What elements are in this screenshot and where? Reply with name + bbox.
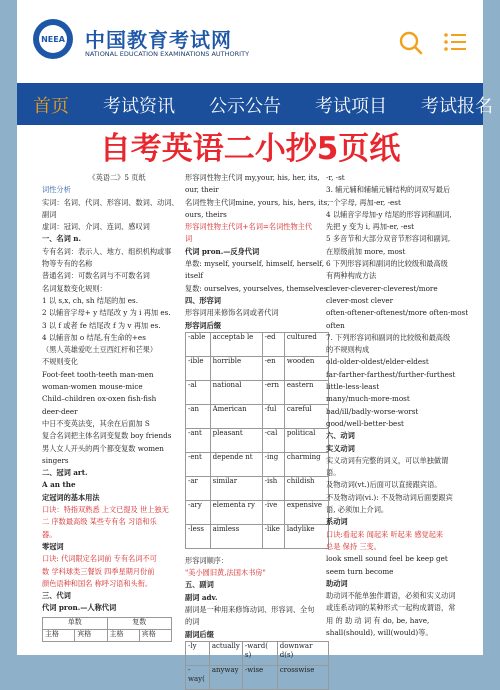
note-line: 一个字母, 再加-er, -est [326, 197, 401, 207]
table-cell: ladylike [284, 524, 328, 548]
table-cell: crosswise [277, 665, 328, 689]
note-line: 在原级前加 more, most [326, 246, 406, 256]
table-cell: horrible [210, 356, 262, 380]
note-line: 口诀: 代词限定名词前 专有名词不可 [42, 554, 157, 564]
note-line: "美小圆旧黄,法国木书房" [185, 568, 266, 578]
note-line: clever-cleverer-cleverest/more [326, 283, 438, 293]
note-line: 6 下列形容词和副词的比较级和最高级 [326, 259, 448, 269]
table-cell: actually [209, 641, 242, 665]
note-line: clever-most clever [326, 295, 394, 305]
nav-item-home[interactable]: 首页 [33, 96, 69, 117]
section-heading: 六、动词 [326, 431, 355, 441]
note-line: 助动词 [326, 578, 348, 588]
note-line: 复合名词把主体名词变复数 boy friends [42, 431, 172, 441]
note-line: 语, 必须加上介词。 [326, 505, 389, 515]
note-line: woman-women mouse-mice [42, 382, 143, 392]
note-line: 定冠词的基本用法 [42, 492, 100, 502]
table-cell: -an [186, 404, 211, 428]
table-cell: -wise [242, 665, 277, 689]
section-heading: 四、形容词 [185, 295, 221, 305]
table-cell: -way( [186, 665, 210, 689]
nav-item-news[interactable]: 考试资讯 [103, 96, 175, 117]
nav-item-announcements[interactable]: 公示公告 [209, 96, 281, 117]
note-line: far-farther-farthest/further-furthest [326, 369, 456, 379]
table-cell: -ent [186, 452, 211, 476]
note-line: our, their [185, 185, 219, 195]
note-line: 词性分析 [42, 185, 71, 195]
note-line: 的词 [185, 617, 200, 627]
note-line: 不及物动词(vi.): 不及物动词后面要跟宾 [326, 492, 453, 502]
note-line: 副词后缀 [185, 629, 214, 639]
table-cell: national [210, 380, 262, 404]
section-heading: 二、冠词 art. [42, 468, 88, 478]
adverb-suffix-table [185, 641, 329, 690]
table-cell: cultured [284, 332, 328, 356]
table-cell: political [284, 428, 328, 452]
note-line: Child–children ox-oxen fish-fish [42, 394, 157, 404]
table-cell: -ible [186, 356, 211, 380]
note-line: 零冠词 [42, 541, 64, 551]
note-line: deer-deer [42, 406, 78, 416]
note-line: 的不规则构成 [326, 345, 370, 355]
note-line: 实义动词 [326, 443, 355, 453]
note-line: ours, theirs [185, 209, 227, 219]
note-line: 形容词用来修饰名词或者代词 [185, 308, 279, 318]
table-cell: -able [186, 332, 211, 356]
note-line: 及物动词(vt.)后面可以直接跟宾语。 [326, 480, 442, 490]
note-line: 语。 [326, 468, 341, 478]
note-line: 7. 下列形容词和副词的比较级和最高级 [326, 332, 451, 342]
note-line: 副词是一种用来修饰动词、形容词、全句 [185, 605, 315, 615]
note-line: 中日不变英法变，其余在后面加 S [42, 418, 150, 428]
table-cell: -ward( s) [242, 641, 277, 665]
note-line: 形容词后缀 [185, 320, 221, 330]
site-name[interactable]: 中国教育考试网 [85, 28, 232, 52]
note-line: 形容词性物主代词+名词=名词性物主代 [185, 222, 313, 232]
note-line: 有两种构成方法 [326, 271, 377, 281]
note-line: 数 学科球类三餐饭 四季星期月份前 [42, 566, 155, 576]
note-line: 名词性物主代词mine, yours, his, hers, its, [185, 197, 330, 207]
notes-column-2 [185, 172, 333, 690]
note-line: 3. 辅元辅和辅辅元辅结构的词双写最后 [326, 185, 451, 195]
note-line: often [326, 320, 345, 330]
note-line: 实义动词有完整的词义，可以单独做谓 [326, 455, 449, 465]
notes-column-1 [42, 172, 192, 642]
table-cell: -less [186, 524, 211, 548]
table-cell: -ish [262, 476, 284, 500]
search-icon[interactable] [398, 30, 424, 56]
page-card [17, 0, 493, 683]
note-line: 1 以 s,x, ch, sh 结尾的加 es. [42, 295, 139, 305]
note-line: 总是 保持 三变。 [326, 541, 381, 551]
note-line: 副词 [42, 209, 57, 219]
note-line: 形容词顺序： [185, 555, 229, 565]
table-cell: wooden [284, 356, 328, 380]
note-line: 4 以辅音加 o 结尾,有生命的+es [42, 332, 146, 342]
note-line: singers [42, 455, 69, 465]
note-line: 不规则变化 [42, 357, 78, 367]
note-line: 器。 [42, 529, 57, 539]
table-cell: similar [210, 476, 262, 500]
note-line: 颜色语种和国名 称呼习语和头衔。 [42, 578, 153, 588]
note-line: -r, -st [326, 173, 345, 182]
table-cell: -ern [262, 380, 284, 404]
nav-item-registration[interactable]: 考试报名 [421, 96, 493, 117]
note-line: 虚词：冠词、介词、连词、感叹词 [42, 222, 150, 232]
note-line: 副词 adv. [185, 592, 218, 602]
note-line: 5 多音节和大部分双音节形容词和副词, [326, 234, 451, 244]
notes-column-3 [326, 172, 476, 639]
note-line: 复数: ourselves, yourselves, themselves [185, 283, 328, 293]
table-cell: childish [284, 476, 328, 500]
table-cell: acceptab le [210, 332, 262, 356]
menu-icon[interactable] [443, 32, 467, 52]
table-cell: -ing [262, 452, 284, 476]
section-heading: 一、名词 n. [42, 234, 81, 244]
table-cell: -ive [262, 500, 284, 524]
note-line: often-oftener-oftenest/more often-most [326, 308, 469, 318]
table-cell: aimless [210, 524, 262, 548]
table-cell: 主格 [43, 629, 75, 641]
site-header [17, 0, 483, 76]
neea-logo-icon[interactable] [31, 17, 75, 61]
note-line: 男人女人开头的两个都变复数 women [42, 443, 164, 453]
note-line: old-older-oldest/elder-eldest [326, 357, 429, 367]
note-line: （黑人英雄爱吃土豆西红杆和芒果） [42, 345, 158, 355]
note-line: good/well-better-best [326, 418, 404, 428]
note-line: 用 的 助 动 词 有 do, be, have, [326, 615, 430, 625]
note-line: A an the [42, 480, 76, 490]
table-cell: -cal [262, 428, 284, 452]
note-line: 2 以辅音字母+ y 结尾改 y 为 i 再加 es. [42, 308, 171, 318]
table-cell: -ary [186, 500, 211, 524]
logo-text: NEEA [41, 35, 65, 44]
table-cell: 宾格 [139, 629, 171, 641]
note-line: seem turn become [326, 566, 394, 576]
note-line: 实词：名词、代词、形容词、数词、动词、 [42, 197, 179, 207]
note-line: 二 序数最高级 某些专有名 习语和乐 [42, 517, 157, 527]
table-cell: -en [262, 356, 284, 380]
section-heading: 五、副词 [185, 580, 214, 590]
note-line: 专有名词：表示人、地方、组织机构或事 [42, 246, 172, 256]
section-heading: 三、代词 [42, 591, 71, 601]
note-line: 形容词性物主代词 my,your, his, her, its, [185, 173, 320, 182]
table-cell: American [210, 404, 262, 428]
table-cell: depende nt [210, 452, 262, 476]
note-line: 3 以 f 或者 fe 结尾改 f 为 v 再加 es. [42, 320, 161, 330]
note-line: 词 [185, 234, 193, 244]
doc-title: 《英语二》5 页纸 [88, 173, 146, 182]
table-cell: -ed [262, 332, 284, 356]
table-cell: pleasant [210, 428, 262, 452]
note-line: shall(should), will(would)等。 [326, 627, 433, 637]
note-line: little-less-least [326, 382, 380, 392]
table-cell: careful [284, 404, 328, 428]
note-line: itself [185, 271, 204, 281]
table-cell: eastern [284, 380, 328, 404]
adjective-suffix-table [185, 332, 329, 549]
table-cell: -ar [186, 476, 211, 500]
note-line: bad/ill/badly-worse-worst [326, 406, 419, 416]
table-cell: -al [186, 380, 211, 404]
page-headline: 自考英语二小抄5页纸 [99, 131, 401, 167]
note-line: 4 以辅音字母加-y 结尾的形容词和副词, [326, 209, 452, 219]
table-cell: -ly [186, 641, 210, 665]
table-cell: charming [284, 452, 328, 476]
nav-item-exams[interactable]: 考试项目 [315, 96, 387, 117]
table-cell: -ful [262, 404, 284, 428]
note-line: 名词复数变化规则： [42, 283, 107, 293]
note-line: 口诀:看起来 闻起来 听起来 感觉起来 [326, 529, 444, 539]
table-cell: 主格 [107, 629, 139, 641]
note-line: 普通名词：可数名词与不可数名词 [42, 271, 150, 281]
note-line: 系动词 [326, 517, 348, 527]
table-cell: -like [262, 524, 284, 548]
table-cell: downwar d(s) [277, 641, 328, 665]
table-cell: 宾格 [75, 629, 107, 641]
site-name-english: NATIONAL EDUCATION EXAMINATIONS AUTHORITY [85, 50, 250, 58]
note-line: 或连系动词的某种形式一起构成谓语，常 [326, 603, 456, 613]
note-line: 代词 pron.—人称代词 [42, 603, 117, 613]
note-line: 单数: myself, yourself, himself, herself, [185, 259, 325, 269]
note-line: 口诀：特指双熟悉 上文已提及 世上独无 [42, 505, 169, 515]
main-nav [17, 83, 493, 125]
table-cell: anyway [209, 665, 242, 689]
note-line: 助动词不能单独作谓语，必须和实义动词 [326, 591, 456, 601]
note-line: 先把 y 变为 i, 再加-er, -est [326, 222, 415, 232]
note-line: 物等专有的名称 [42, 259, 93, 269]
note-line: many/much-more-most [326, 394, 410, 404]
pronoun-table [42, 617, 172, 642]
note-line: look smell sound feel be keep get [326, 554, 448, 564]
section-heading: 代词 pron.—反身代词 [185, 246, 260, 256]
table-cell: -ant [186, 428, 211, 452]
table-cell: elementa ry [210, 500, 262, 524]
table-cell: expensive [284, 500, 328, 524]
note-line: Foot-feet tooth-teeth man-men [42, 369, 154, 379]
table-header: 单数 [43, 617, 108, 629]
table-header: 复数 [107, 617, 172, 629]
